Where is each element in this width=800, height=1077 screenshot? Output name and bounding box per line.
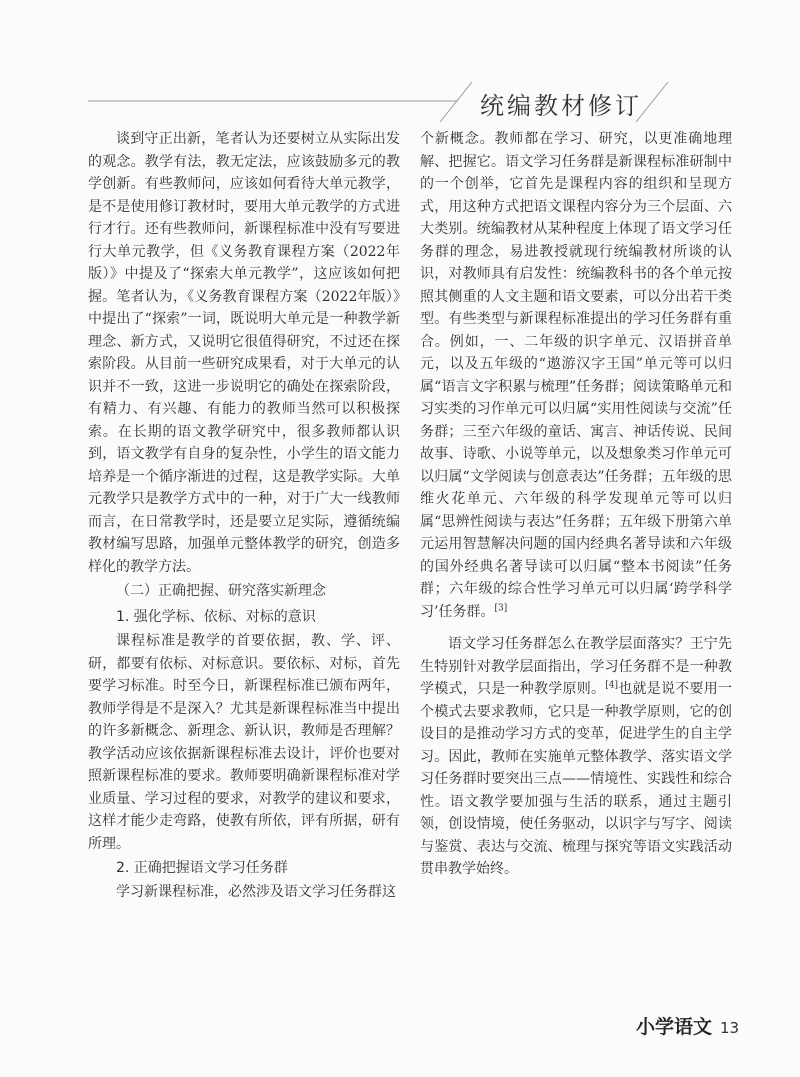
right-column [420,128,732,881]
journal-name: 小学语文 [636,1016,713,1038]
paragraph-text: 语文学习任务群怎么在教学层面落实？王宁先生特别针对教学层面指出，学习任务群不是一种教学模式，只是一种教学原则。 [420,636,732,697]
paragraph [420,128,732,623]
page-number: 13 [720,1019,740,1037]
paragraph: 学习新课程标准，必然涉及语文学习任务群这 [116,884,396,900]
section-heading: （二）正确把握、研究落实新理念 [116,583,326,599]
paragraph: 课程标准是教学的首要依据，教、学、评、研，都要有依标、对标意识。要依标、对标，首先要学习标准。时至今日，新课程标准已颁布两年，教师学得是不是深入？尤其是新课程标准当中提出的许多新概念、新理念、新认识，教师是否理解？教学活动应该依据新课程标准去设计，评价也要对照新课程标准的要求。教师要明确新课程标准对学业质量、学习过程的要求，对教学的建议和要求，这样才能少走弯路，使教有所依，评有所据，研有所理。 [88,633,400,852]
paragraph [420,633,732,881]
citation-ref: [3] [494,602,508,613]
header-decoration [0,0,800,130]
paragraph-text: 个新概念。教师都在学习、研究，以更准确地理解、把握它。语文学习任务群是新课程标准研制中的一个创举，它首先是课程内容的组织和呈现方式，用这种方式把语文课程内容分为三个层面、六大类别。统编教材从某种程度上体现了语文学习任务群的理念，易进教授就现行统编教材所谈的认识，对教师具有启发性：统编教科书的各个单元按照其侧重的人文主题和语文要素，可以分出若干类型。有些类型与新课程标准提出的学习任务群有重合。例如，一、二年级的识字单元、汉语拼音单元，以及五年级的“遨游汉字王国”单元等可以归属“语言文字积累与梳理”任务群；阅读策略单元和习实类的习作单元可以归属“实用性阅读与交流”任务群；三至六年级的童话、寓言、神话传说、民间故事、诗歌、小说等单元，以及想象类习作单元可以归属“文学阅读与创意表达”任务群；五年级的思维火花单元、六年级的科学发现单元等可以归属“思辨性阅读与表达”任务群；五年级下册第六单元运用智慧解决问题的国内经典名著导读和六年级的国外经典名著导读可以归属“整本书阅读”任务群；六年级的综合性学习单元可以归属‘跨学科学习’任务群。 [420,131,732,620]
subsection-heading: 1. 强化学标、依标、对标的意识 [116,609,316,625]
page-footer [636,1012,746,1039]
left-column [88,128,400,904]
citation-ref: [4] [605,680,618,691]
paragraph: 谈到守正出新，笔者认为还要树立从实际出发的观念。教学有法，教无定法，应该鼓励多元的教学创新。有些教师问，应该如何看待大单元教学，是不是使用修订教材时，要用大单元教学的方式进行才行。还有些教师问，新课程标准中没有写要进行大单元教学，但《义务教育课程方案（2022年版）》中提及了“探索大单元教学”，这应该如何把握。笔者认为，《义务教育课程方案（2022年版）》中提出了“探索”一词，既说明大单元是一种教学新理念、新方式，又说明它很值得研究，不过还在探索阶段。从目前一些研究成果看，对于大单元的认识并不一致，这进一步说明它的确处在探索阶段，有精力、有兴趣、有能力的教师当然可以积极探索。在长期的语文教学研究中，很多教师都认识到，语文教学有自身的复杂性，小学生的语文能力培养是一个循序渐进的过程，这是教学实际。大单元教学只是教学方式中的一种，对于广大一线教师而言，在日常教学时，还是要立足实际，遵循统编教材编写思路，加强单元整体教学的研究，创造多样化的教学方法。 [88,131,400,575]
section-title: 统编教材修订 [480,92,642,120]
paragraph-text: 也就是说不要用一个模式去要求教师，它只是一种教学原则，它的创设目的是推动学习方式的变革，促进学生的自主学习。因此，教师在实施单元整体教学、落实语文学习任务群时要突出三点——情境性、实践性和综合性。语文教学要加强与生活的联系，通过主题引领，创设情境，使任务驱动，以识字与写字、阅读与鉴赏、表达与交流、梳理与探究等语文实践活动贯串教学始终。 [420,681,732,877]
subsection-heading: 2. 正确把握语文学习任务群 [116,860,288,876]
